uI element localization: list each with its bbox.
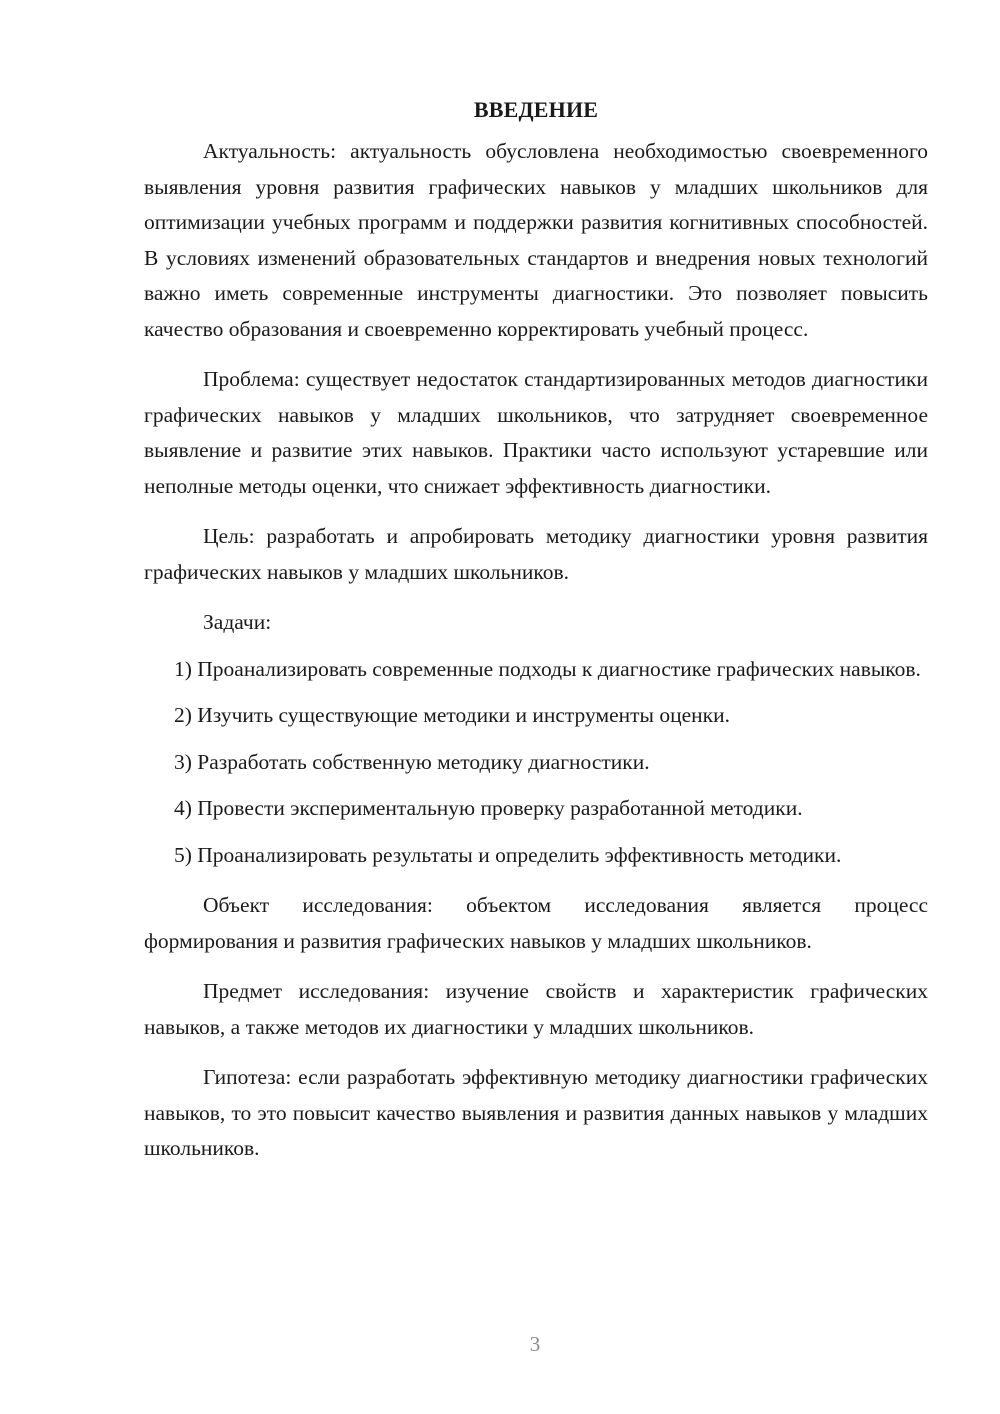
task-item: 5) Проанализировать результаты и определить эффективность методики. [174, 842, 842, 867]
page-number: 3 [529, 1332, 541, 1356]
object-paragraph: Объект исследования: объектом исследования является процесс формирования и развития графических навыков у младших школьников. [144, 893, 928, 953]
goal-paragraph: Цель: разработать и апробировать методику диагностики уровня развития графических навыков у младших школьников. [144, 524, 928, 584]
page-title: ВВЕДЕНИЕ [473, 97, 599, 122]
document-page [144, 92, 928, 1182]
problem-paragraph: Проблема: существует недостаток стандартизированных методов диагностики графических навыков у младших школьников, что затрудняет своевременное выявление и развитие этих навыков. Практики часто используют устаревшие или неполные методы оценки, что снижает эффективность диагностики. [144, 367, 928, 498]
task-item: 4) Провести экспериментальную проверку разработанной методики. [174, 796, 803, 820]
relevance-paragraph: Актуальность: актуальность обусловлена необходимостью своевременного выявления уровня развития графических навыков у младших школьников для оптимизации учебных программ и поддержки развития когнитивных способностей. В условиях изменений образовательных стандартов и внедрения новых технологий важно иметь современные инструменты диагностики. Это позволяет повысить качество образования и своевременно корректировать учебный процесс. [144, 139, 928, 341]
task-item: 1) Проанализировать современные подходы к диагностике графических навыков. [174, 656, 921, 681]
subject-paragraph: Предмет исследования: изучение свойств и характеристик графических навыков, а также методов их диагностики у младших школьников. [144, 979, 928, 1039]
hypothesis-paragraph: Гипотеза: если разработать эффективную методику диагностики графических навыков, то это повысит качество выявления и развития данных навыков у младших школьников. [144, 1065, 928, 1160]
task-item: 3) Разработать собственную методику диагностики. [174, 749, 650, 774]
tasks-heading: Задачи: [203, 610, 272, 634]
task-item: 2) Изучить существующие методики и инструменты оценки. [174, 703, 730, 727]
